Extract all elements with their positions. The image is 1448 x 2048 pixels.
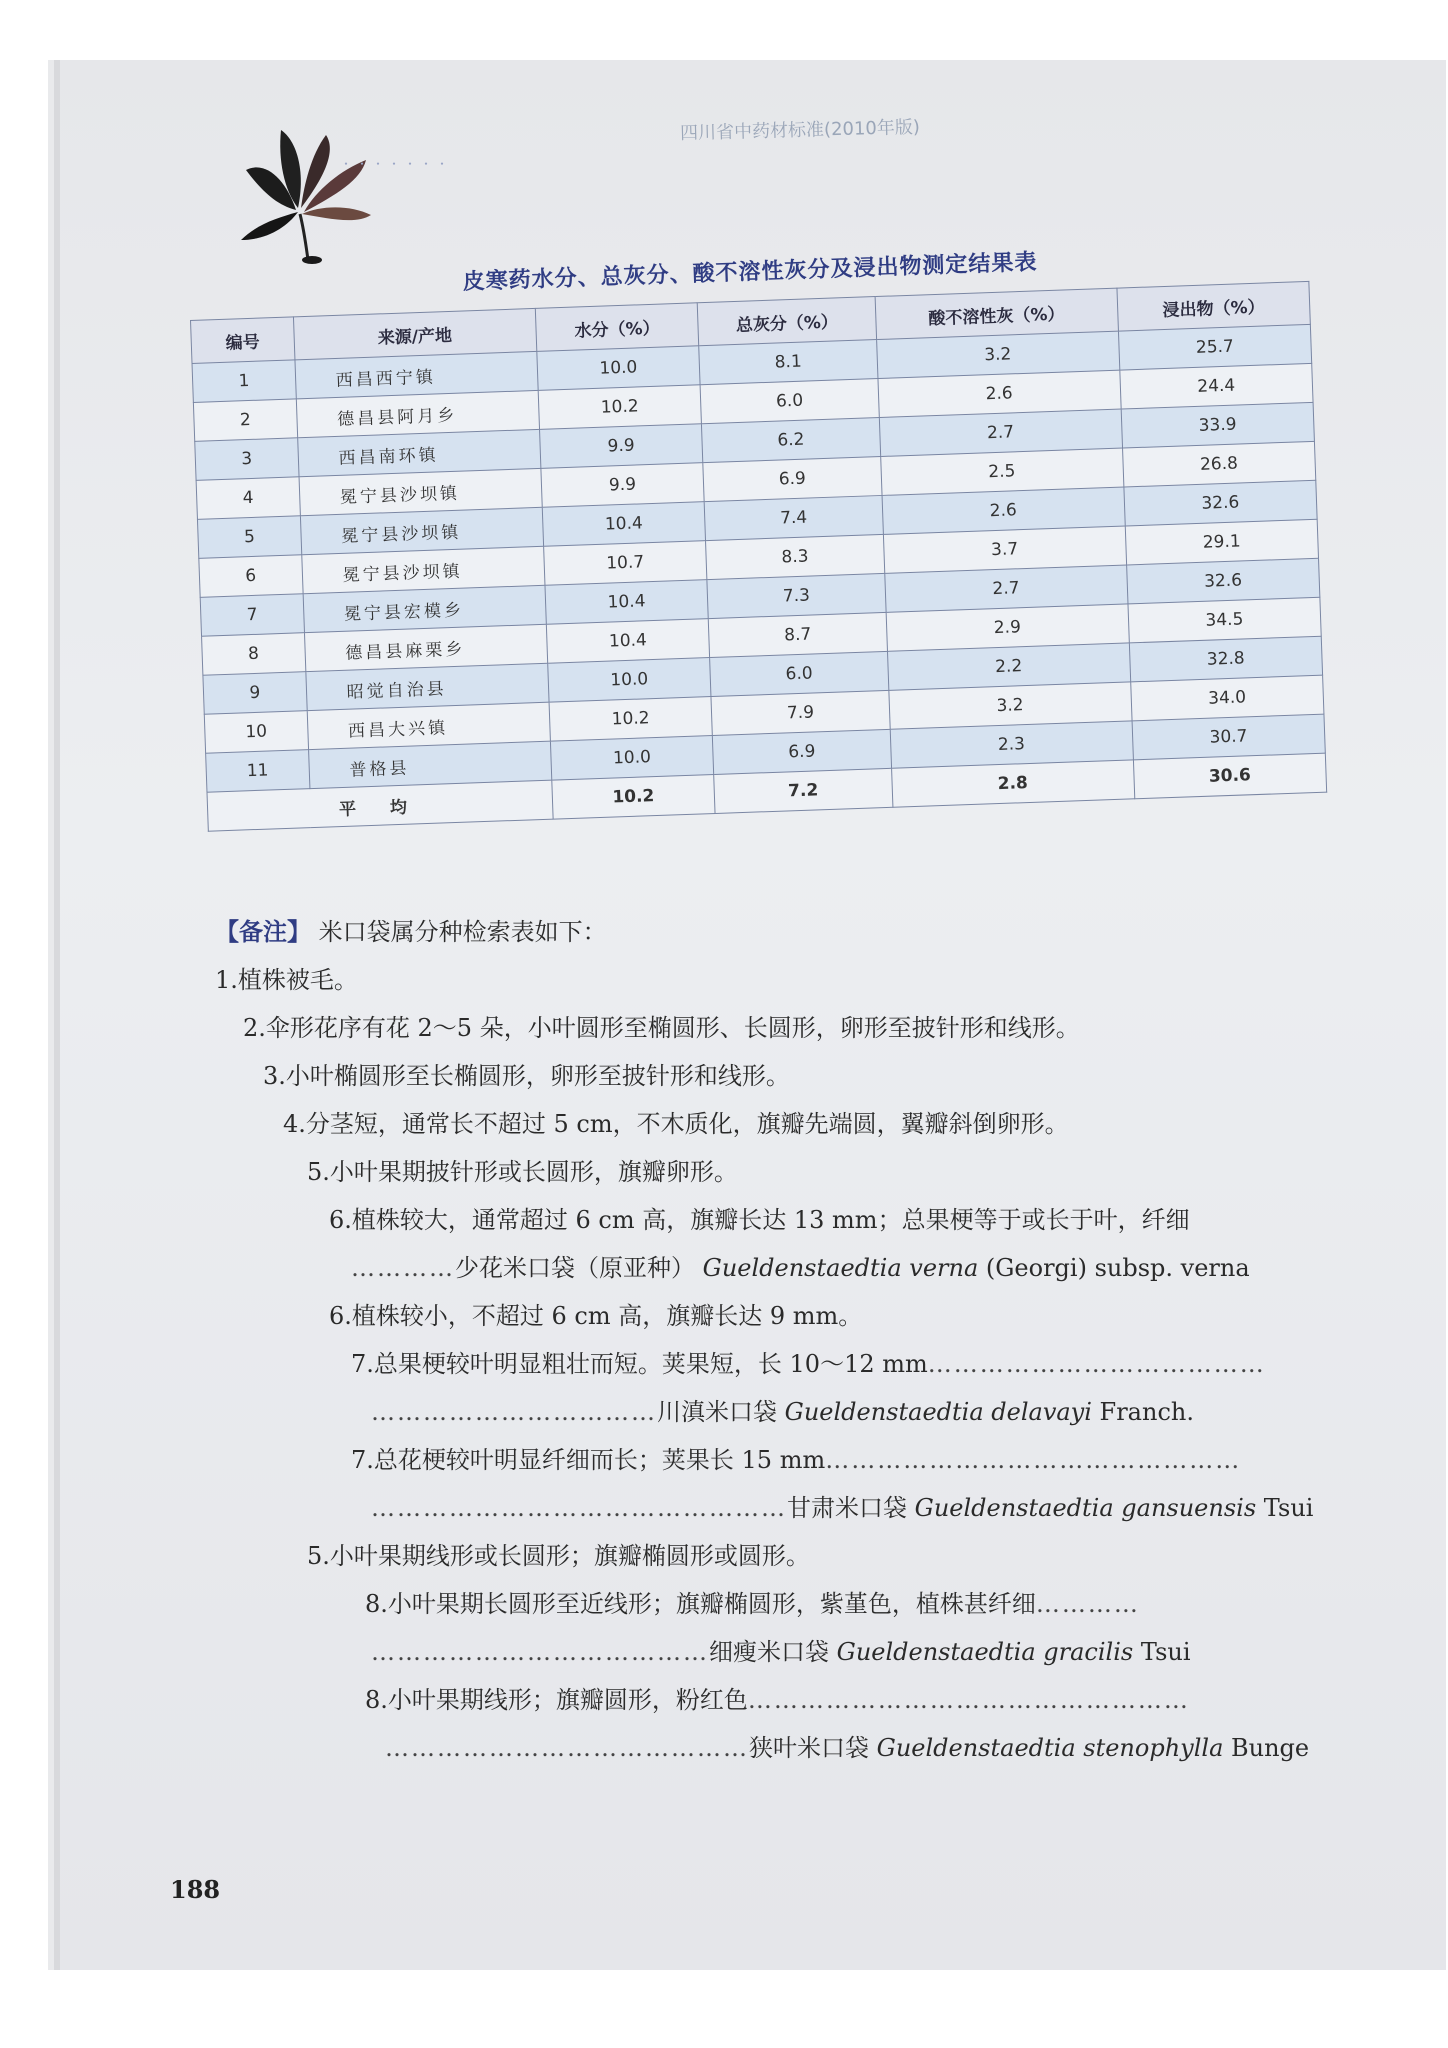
cell-id: 9 [203,672,307,715]
key-step-7b [215,1436,1315,1484]
table-caption: 皮寒药水分、总灰分、酸不溶性灰分及浸出物测定结果表 [462,248,1038,296]
note-heading [215,908,1315,956]
leaf-logo-icon [226,100,396,270]
cell-acid-ash: 2.6 [882,487,1125,534]
key-step-7a [215,1340,1315,1388]
book-page [60,60,1446,1970]
cell-extract: 26.8 [1122,441,1316,487]
results-table-wrapper [190,281,1327,832]
leader-dots: ………………………………………… [825,1446,1242,1474]
key-result-stenophylla [215,1724,1315,1772]
species-latin-verna: Gueldenstaedtia verna [702,1254,979,1282]
note-intro: 米口袋属分种检索表如下： [318,918,607,946]
key-step-3: 3.小叶椭圆形至长椭圆形，卵形至披针形和线形。 [263,1062,790,1090]
header-dots: ・・・・・・・ [340,157,453,171]
cell-water: 10.0 [537,346,701,391]
cell-ash: 7.3 [707,573,886,618]
cell-acid-ash: 3.2 [888,682,1131,729]
key-result-delavayi [215,1388,1315,1436]
cell-water: 10.0 [547,658,711,703]
cell-acid-ash: 2.7 [884,565,1127,612]
cell-water: 10.7 [543,541,707,586]
key-step-8b-text: 8.小叶果期线形；旗瓣圆形，粉红色 [365,1686,748,1714]
leader-dots: ………… [351,1254,455,1282]
results-table [190,281,1327,832]
cell-extract: 30.7 [1132,714,1326,760]
cell-id: 11 [206,750,310,793]
cell-water: 9.9 [541,463,705,508]
species-latin-gracilis: Gueldenstaedtia gracilis [836,1638,1134,1666]
key-result-gracilis [215,1628,1315,1676]
cell-water: 10.4 [545,580,709,625]
col-header-acid-ash: 酸不溶性灰（%） [875,288,1118,339]
cell-origin: 西昌大兴镇 [307,702,550,749]
running-title: 四川省中药材标准(2010年版) [679,116,921,145]
col-header-origin: 来源/产地 [293,308,536,359]
cell-ash: 7.4 [704,495,883,540]
table-body [192,324,1327,831]
cell-id: 1 [192,360,296,403]
cell-ash: 6.0 [700,379,879,424]
cell-id: 6 [199,555,303,598]
average-extract: 30.6 [1133,753,1327,799]
cell-origin: 昭觉自治县 [305,663,548,710]
species-cn-stenophylla: 狭叶米口袋 [749,1734,869,1762]
species-latin-gansuensis: Gueldenstaedtia gansuensis [914,1494,1257,1522]
species-author-delavayi: Franch. [1091,1398,1194,1426]
cell-extract: 32.6 [1126,558,1320,604]
key-step-8b [215,1676,1315,1724]
cell-water: 10.4 [542,502,706,547]
cell-extract: 29.1 [1125,519,1319,565]
average-water: 10.2 [551,774,715,819]
cell-acid-ash: 2.6 [878,370,1121,417]
cell-ash: 8.7 [708,612,887,657]
cell-origin: 德昌县阿月乡 [296,390,539,437]
cell-origin: 冕宁县沙坝镇 [300,507,543,554]
cell-water: 10.2 [549,697,713,742]
cell-acid-ash: 2.9 [886,604,1129,651]
cell-ash: 8.1 [699,340,878,385]
col-header-extract: 浸出物（%） [1117,281,1311,331]
key-step-7b-text: 7.总花梗较叶明显纤细而长；荚果长 15 mm [351,1446,826,1474]
page-number: 188 [170,1875,221,1904]
cell-extract: 34.0 [1130,675,1324,721]
cell-id: 10 [204,711,308,754]
key-step-7a-text: 7.总果梗较叶明显粗壮而短。荚果短，长 10～12 mm [351,1350,928,1378]
cell-extract: 34.5 [1128,597,1322,643]
cell-water: 9.9 [539,424,703,469]
cell-origin: 西昌西宁镇 [295,351,538,398]
cell-id: 3 [195,438,299,481]
cell-origin: 普格县 [308,741,551,788]
cell-origin: 冕宁县宏模乡 [303,585,546,632]
key-step-8a [215,1580,1315,1628]
leader-dots: …………………………………………… [747,1686,1190,1714]
species-cn-gansuensis: 甘肃米口袋 [787,1494,907,1522]
species-author-stenophylla: Bunge [1223,1734,1310,1762]
species-latin-delavayi: Gueldenstaedtia delavayi [784,1398,1092,1426]
cell-acid-ash: 2.7 [879,409,1122,456]
species-cn-delavayi: 川滇米口袋 [657,1398,777,1426]
col-header-water: 水分（%） [535,303,699,352]
cell-extract: 25.7 [1118,324,1312,370]
col-header-id: 编号 [191,317,295,364]
cell-extract: 33.9 [1121,402,1315,448]
cell-ash: 6.0 [710,651,889,696]
species-latin-stenophylla: Gueldenstaedtia stenophylla [876,1734,1224,1762]
cell-origin: 德昌县麻栗乡 [304,624,547,671]
cell-acid-ash: 2.3 [890,721,1133,768]
average-acid-ash: 2.8 [891,760,1134,807]
cell-origin: 西昌南环镇 [297,429,540,476]
species-cn-verna: 少花米口袋（原亚种） [455,1254,695,1282]
leader-dots: ………………………………… [371,1638,709,1666]
cell-extract: 32.8 [1129,636,1323,682]
cell-acid-ash: 3.2 [876,331,1119,378]
cell-acid-ash: 3.7 [883,526,1126,573]
cell-id: 7 [200,594,304,637]
cell-ash: 6.9 [703,456,882,501]
cell-water: 10.0 [550,736,714,781]
species-author-gansuensis: Tsui [1256,1494,1314,1522]
cell-id: 5 [197,516,301,559]
key-step-6b: 6.植株较小，不超过 6 cm 高，旗瓣长达 9 mm。 [329,1302,863,1330]
cell-ash: 6.9 [713,729,892,774]
leader-dots: ………………………………………… [371,1494,787,1522]
key-result-gansuensis [215,1484,1315,1532]
key-step-2: 2.伞形花序有花 2～5 朵，小叶圆形至椭圆形、长圆形，卵形至披针形和线形。 [243,1014,1080,1042]
leader-dots: ………… [1035,1590,1140,1618]
col-header-ash: 总灰分（%） [697,297,876,346]
cell-origin: 冕宁县沙坝镇 [299,468,542,515]
cell-ash: 6.2 [702,418,881,463]
key-step-4: 4.分茎短，通常长不超过 5 cm，不木质化，旗瓣先端圆，翼瓣斜倒卵形。 [283,1110,1069,1138]
species-author-verna: (Georgi) subsp. verna [978,1254,1250,1282]
average-ash: 7.2 [714,768,893,813]
leader-dots: …………………………………… [385,1734,749,1762]
note-tag: 【备注】 [215,917,311,946]
cell-acid-ash: 2.2 [887,643,1130,690]
cell-ash: 7.9 [711,690,890,735]
species-author-gracilis: Tsui [1133,1638,1191,1666]
cell-extract: 32.6 [1124,480,1318,526]
key-step-5a: 5.小叶果期披针形或长圆形，旗瓣卵形。 [307,1158,738,1186]
key-result-verna [215,1244,1315,1292]
key-step-8a-text: 8.小叶果期长圆形至近线形；旗瓣椭圆形，紫堇色，植株甚纤细 [365,1590,1036,1618]
cell-origin: 冕宁县沙坝镇 [301,546,544,593]
species-cn-gracilis: 细瘦米口袋 [709,1638,829,1666]
leader-dots: ………………………………… [927,1350,1266,1378]
cell-id: 2 [193,399,297,442]
key-step-1: 1.植株被毛。 [215,966,358,994]
cell-extract: 24.4 [1119,363,1313,409]
cell-ash: 8.3 [706,534,885,579]
notes-section [215,908,1315,1772]
cell-water: 10.2 [538,385,702,430]
cell-acid-ash: 2.5 [880,448,1123,495]
key-step-5b: 5.小叶果期线形或长圆形；旗瓣椭圆形或圆形。 [307,1542,810,1570]
cell-water: 10.4 [546,619,710,664]
cell-id: 8 [202,633,306,676]
leader-dots: …………………………… [371,1398,657,1426]
average-label: 平 均 [207,780,553,831]
key-step-6a: 6.植株较大，通常超过 6 cm 高，旗瓣长达 13 mm；总果梗等于或长于叶，纤细 [329,1206,1190,1234]
cell-id: 4 [196,477,300,520]
